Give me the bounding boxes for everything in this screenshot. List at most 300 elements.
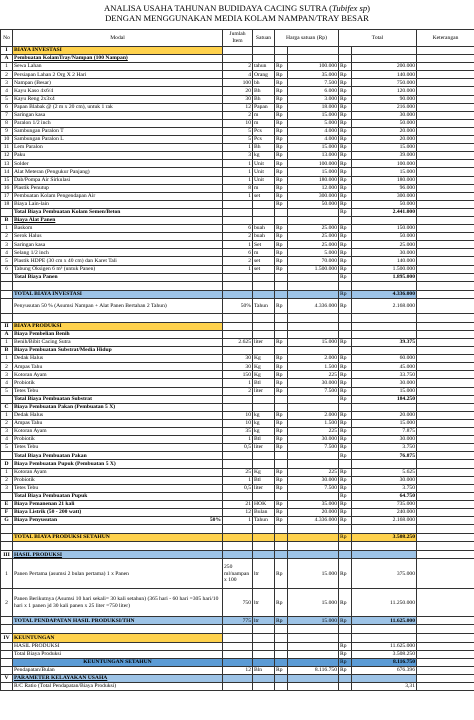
- cell-price: 35.000: [288, 500, 339, 508]
- cell-rp: Rp: [275, 168, 288, 176]
- table-row: [1, 683, 474, 691]
- cell-unit: liter: [253, 484, 275, 492]
- cell-no: IV: [1, 634, 13, 642]
- cell-price: [288, 47, 339, 55]
- cell-total: 180.000: [352, 176, 417, 184]
- cell-no: 1: [1, 225, 13, 233]
- cell-qty: 1: [223, 241, 253, 249]
- table-row: [1, 241, 474, 249]
- cell-no: 4: [1, 249, 13, 257]
- cell-name: Sambungan Paralon L: [13, 136, 223, 144]
- cell-unit: m: [253, 119, 275, 127]
- cell-name: Solder: [13, 160, 223, 168]
- cell-no: 4: [1, 379, 13, 387]
- header-total: Total: [339, 30, 417, 47]
- cell-price: 50.000: [288, 200, 339, 208]
- cell-rp2: [339, 322, 352, 330]
- cell-rp: [275, 634, 288, 642]
- cell-unit: [253, 674, 275, 682]
- cell-rp: Rp: [275, 95, 288, 103]
- cell-empty: [253, 625, 275, 634]
- cell-rp2: Rp: [339, 559, 352, 589]
- table-row: [1, 225, 474, 233]
- cell-rp: [275, 273, 288, 281]
- cell-no: 10: [1, 136, 13, 144]
- cell-price: 7.500: [288, 484, 339, 492]
- cell-price: 1.500: [288, 419, 339, 427]
- cell-price: [288, 460, 339, 468]
- cell-total: 25.000: [352, 241, 417, 249]
- cell-total: [352, 347, 417, 355]
- cell-qty: [223, 200, 253, 208]
- cell-rp2: Rp: [339, 257, 352, 265]
- cell-rp: Rp: [275, 484, 288, 492]
- cell-total: 8.116.750: [352, 658, 417, 666]
- cell-total: 3.508.250: [352, 650, 417, 658]
- table-row: [1, 168, 474, 176]
- cell-no: 11: [1, 144, 13, 152]
- table-row: [1, 559, 474, 589]
- cell-price: 4.336.000: [288, 517, 339, 525]
- cell-name: Biaya Pemanenan 21 kali: [13, 500, 223, 508]
- table-row: [1, 103, 474, 111]
- cell-no: [1, 395, 13, 403]
- cell-no: 7: [1, 111, 13, 119]
- cell-qty: 12: [223, 666, 253, 674]
- cell-price: [288, 322, 339, 330]
- cell-name: Tetes Tebu: [13, 387, 223, 395]
- cell-name: Selang 1/2 inch: [13, 249, 223, 257]
- cell-qty: 775: [223, 617, 253, 625]
- cell-name: TOTAL BIAYA PRODUKSI SETAHUN: [13, 534, 223, 542]
- cell-qty: 750: [223, 589, 253, 617]
- cell-unit: tahun: [253, 63, 275, 71]
- header-satuan: Satuan: [253, 30, 275, 47]
- cell-price: 7.500: [288, 387, 339, 395]
- cell-name: Kotoran Ayam: [13, 428, 223, 436]
- table-row: [1, 111, 474, 119]
- cell-rp: Rp: [275, 79, 288, 87]
- cell-keterangan: [417, 63, 474, 71]
- cell-unit: buah: [253, 233, 275, 241]
- cell-qty: [223, 347, 253, 355]
- cell-unit: bh: [253, 79, 275, 87]
- cell-rp2: Rp: [339, 468, 352, 476]
- cell-qty: 2: [223, 257, 253, 265]
- cell-rp2: Rp: [339, 298, 352, 313]
- cell-price: 180.000: [288, 176, 339, 184]
- cell-unit: Unit: [253, 176, 275, 184]
- cell-rp: Rp: [275, 371, 288, 379]
- cell-keterangan: [417, 500, 474, 508]
- table-row: [1, 634, 474, 642]
- cell-qty: 30: [223, 95, 253, 103]
- cell-price: 100.000: [288, 160, 339, 168]
- cell-total: 15.000: [352, 144, 417, 152]
- cell-price: 5.000: [288, 119, 339, 127]
- table-row: [1, 63, 474, 71]
- cell-qty: [223, 395, 253, 403]
- cell-name: Probiotik: [13, 436, 223, 444]
- table-row: [1, 290, 474, 298]
- cell-qty: 10: [223, 419, 253, 427]
- cell-total: [352, 330, 417, 338]
- cell-unit: [253, 395, 275, 403]
- cell-rp2: [339, 674, 352, 682]
- cell-no: 1: [1, 339, 13, 347]
- cell-empty: [223, 525, 253, 534]
- cell-keterangan: [417, 192, 474, 200]
- cell-rp: Rp: [275, 379, 288, 387]
- table-row: [1, 403, 474, 411]
- cell-no: V: [1, 674, 13, 682]
- cell-unit: Btl: [253, 436, 275, 444]
- cell-keterangan: [417, 79, 474, 87]
- cell-rp: Rp: [275, 71, 288, 79]
- cell-rp: Rp: [275, 444, 288, 452]
- cell-keterangan: [417, 87, 474, 95]
- cell-empty: [275, 625, 288, 634]
- cell-rp: Rp: [275, 136, 288, 144]
- cell-total: 64.750: [352, 492, 417, 500]
- cell-name: Kayu Reng 2x3x4: [13, 95, 223, 103]
- cell-name: Saringan kasa: [13, 111, 223, 119]
- cell-price: 300.000: [288, 192, 339, 200]
- cell-price: [288, 403, 339, 411]
- cell-rp: Rp: [275, 144, 288, 152]
- cell-keterangan: [417, 298, 474, 313]
- cell-unit: [253, 208, 275, 216]
- table-row: [1, 617, 474, 625]
- cell-total: 15.000: [352, 419, 417, 427]
- cell-unit: set: [253, 192, 275, 200]
- table-row: [1, 436, 474, 444]
- cell-rp2: Rp: [339, 136, 352, 144]
- cell-rp: Rp: [275, 127, 288, 135]
- cell-rp2: Rp: [339, 589, 352, 617]
- cell-rp2: Rp: [339, 176, 352, 184]
- cell-unit: set: [253, 257, 275, 265]
- cell-keterangan: [417, 559, 474, 589]
- cell-total: [352, 460, 417, 468]
- cell-keterangan: [417, 419, 474, 427]
- cell-total: 30.000: [352, 379, 417, 387]
- cell-empty: [339, 625, 352, 634]
- cell-rp2: Rp: [339, 395, 352, 403]
- cell-rp: Rp: [275, 298, 288, 313]
- cell-rp: Rp: [275, 411, 288, 419]
- cell-name: PARAMETER KELAYAKAN USAHA: [13, 674, 223, 682]
- cell-total: 184.250: [352, 395, 417, 403]
- cell-keterangan: [417, 411, 474, 419]
- cell-no: F: [1, 508, 13, 516]
- cell-keterangan: [417, 666, 474, 674]
- cell-name: Biaya Pembuatan Substrat/Media Hidup: [13, 347, 223, 355]
- cell-no: 3: [1, 428, 13, 436]
- cell-empty: [352, 281, 417, 290]
- cell-rp2: Rp: [339, 71, 352, 79]
- cell-unit: Kg: [253, 355, 275, 363]
- cell-name: Total Biaya Panen: [13, 273, 223, 281]
- cell-keterangan: [417, 683, 474, 691]
- cell-price: [288, 534, 339, 542]
- cell-no: 1: [1, 63, 13, 71]
- cell-rp2: Rp: [339, 666, 352, 674]
- cell-qty: 12: [223, 508, 253, 516]
- cell-price: [288, 208, 339, 216]
- cell-no: 5: [1, 95, 13, 103]
- cell-total: 50.000: [352, 200, 417, 208]
- table-row: [1, 119, 474, 127]
- cell-empty: [253, 525, 275, 534]
- cell-price: [288, 658, 339, 666]
- cell-keterangan: [417, 347, 474, 355]
- cell-qty: 150: [223, 371, 253, 379]
- cell-unit: [253, 460, 275, 468]
- cell-price: 2.000: [288, 411, 339, 419]
- cell-no: 2: [1, 589, 13, 617]
- cell-name: BIAYA INVESTASI: [13, 47, 223, 55]
- cell-price: 15.000: [288, 111, 339, 119]
- cell-name: Panen Pertama (asumsi 2 bulan pertama) 1 x Panen: [13, 559, 223, 589]
- cell-price: [288, 650, 339, 658]
- cell-qty: 1: [223, 517, 253, 525]
- cell-unit: kg: [253, 419, 275, 427]
- cell-qty: 1: [223, 160, 253, 168]
- cell-unit: m: [253, 111, 275, 119]
- cell-no: [1, 273, 13, 281]
- cell-rp2: Rp: [339, 144, 352, 152]
- cell-empty: [339, 313, 352, 322]
- cell-empty: [1, 625, 13, 634]
- cell-unit: [253, 658, 275, 666]
- cell-total: 39.000: [352, 152, 417, 160]
- cell-total: 30.000: [352, 476, 417, 484]
- cell-no: 2: [1, 71, 13, 79]
- cell-keterangan: [417, 144, 474, 152]
- table-row: [1, 508, 474, 516]
- cell-unit: [253, 403, 275, 411]
- cell-empty: [275, 525, 288, 534]
- cell-keterangan: [417, 273, 474, 281]
- table-row: [1, 500, 474, 508]
- cell-total: 50.000: [352, 119, 417, 127]
- cell-name: Biaya Alat Panen: [13, 216, 223, 224]
- cell-empty: [13, 542, 223, 551]
- cell-price: 1.500.000: [288, 265, 339, 273]
- cell-empty: [288, 525, 339, 534]
- cell-keterangan: [417, 103, 474, 111]
- cell-keterangan: [417, 95, 474, 103]
- cell-price: [288, 290, 339, 298]
- cell-name: HASIL PRODUKSI: [13, 551, 223, 559]
- cell-total: 60.000: [352, 355, 417, 363]
- cell-keterangan: [417, 428, 474, 436]
- cell-name: Total Biaya Pembuatan Kolam Semen/Beton: [13, 208, 223, 216]
- table-row: [1, 273, 474, 281]
- cell-name: Persiapan Lahan 2 Org X 2 Hari: [13, 71, 223, 79]
- cell-name: Biaya Lain-lain: [13, 200, 223, 208]
- cell-rp: Rp: [275, 241, 288, 249]
- cell-total: 30.000: [352, 436, 417, 444]
- cell-unit: Unit: [253, 168, 275, 176]
- table-row: [1, 265, 474, 273]
- cell-unit: Bulan: [253, 508, 275, 516]
- cell-qty: 1: [223, 168, 253, 176]
- cell-no: 18: [1, 200, 13, 208]
- cell-empty: [13, 625, 223, 634]
- cell-keterangan: [417, 617, 474, 625]
- cell-no: II: [1, 322, 13, 330]
- cell-rp: Rp: [275, 419, 288, 427]
- cell-unit: Bln: [253, 666, 275, 674]
- cell-keterangan: [417, 634, 474, 642]
- cell-name: Ampas Tahu: [13, 363, 223, 371]
- cell-rp2: Rp: [339, 79, 352, 87]
- cell-qty: [223, 273, 253, 281]
- cell-total: 2.441.000: [352, 208, 417, 216]
- cell-qty: [223, 658, 253, 666]
- cell-name: Panen Berikutnya (Asumsi 10 hari sekali= 30 kali setahun) (365 hari - 60 hari =305 hari/10 hari x 1 panen jd 30 kali panen x 25 liter =750 liter): [13, 589, 223, 617]
- cell-no: 1: [1, 468, 13, 476]
- cell-total: 140.000: [352, 71, 417, 79]
- cell-rp: [275, 460, 288, 468]
- cell-total: 3.750: [352, 444, 417, 452]
- cell-price: 30.000: [288, 436, 339, 444]
- cell-price: [288, 395, 339, 403]
- cell-no: 2: [1, 363, 13, 371]
- cell-unit: Bh: [253, 87, 275, 95]
- cell-keterangan: [417, 674, 474, 682]
- cell-no: [1, 452, 13, 460]
- table-row: [1, 589, 474, 617]
- cell-no: [1, 290, 13, 298]
- table-row: [1, 452, 474, 460]
- cell-qty: [223, 460, 253, 468]
- cell-qty: [223, 683, 253, 691]
- table-row: [1, 257, 474, 265]
- cell-rp: [275, 322, 288, 330]
- table-row: [1, 428, 474, 436]
- cell-keterangan: [417, 265, 474, 273]
- cell-empty: [13, 313, 223, 322]
- cell-unit: set: [253, 265, 275, 273]
- cell-rp2: Rp: [339, 184, 352, 192]
- cell-rp2: [339, 683, 352, 691]
- cell-no: 3: [1, 484, 13, 492]
- cell-unit: Pcs: [253, 127, 275, 135]
- cell-empty: [288, 625, 339, 634]
- cell-no: 1: [1, 411, 13, 419]
- cell-unit: buah: [253, 225, 275, 233]
- cell-empty: [417, 525, 474, 534]
- cell-unit: [253, 47, 275, 55]
- cell-name: Serok Halus: [13, 233, 223, 241]
- cell-rp2: Rp: [339, 103, 352, 111]
- cell-empty: [275, 542, 288, 551]
- cell-empty: [288, 542, 339, 551]
- cell-qty: 5: [223, 136, 253, 144]
- table-row: [1, 127, 474, 135]
- cell-no: 5: [1, 444, 13, 452]
- cell-keterangan: [417, 339, 474, 347]
- cell-keterangan: [417, 403, 474, 411]
- table-row: [1, 674, 474, 682]
- cell-name: Dab/Pompa Air Sirkulasi: [13, 176, 223, 184]
- cell-total: 11.250.000: [352, 589, 417, 617]
- table-row: [1, 87, 474, 95]
- cell-name: Paralon 1/2 inch: [13, 119, 223, 127]
- cell-qty: 12: [223, 103, 253, 111]
- cell-rp: [275, 642, 288, 650]
- cell-rp2: Rp: [339, 476, 352, 484]
- cell-keterangan: [417, 452, 474, 460]
- table-row: [1, 650, 474, 658]
- table-row: [1, 411, 474, 419]
- cell-name: Dedak Halus: [13, 355, 223, 363]
- table-row: [1, 144, 474, 152]
- cell-qty: 50%: [223, 298, 253, 313]
- cell-rp: Rp: [275, 192, 288, 200]
- cell-name: Tetes Tebu: [13, 444, 223, 452]
- cell-unit: Bh: [253, 95, 275, 103]
- cell-rp2: Rp: [339, 387, 352, 395]
- cell-keterangan: [417, 160, 474, 168]
- cell-no: 3: [1, 241, 13, 249]
- cell-no: G: [1, 517, 13, 525]
- cell-empty: [352, 542, 417, 551]
- cell-rp2: Rp: [339, 642, 352, 650]
- cell-qty: 8: [223, 184, 253, 192]
- cell-rp: [275, 395, 288, 403]
- cell-no: C: [1, 403, 13, 411]
- cell-keterangan: [417, 111, 474, 119]
- cell-name: Biaya Pembuatan Pakan (Pembuatan 5 X): [13, 403, 223, 411]
- cell-unit: kg: [253, 152, 275, 160]
- cell-price: 4.000: [288, 136, 339, 144]
- cell-total: 4.336.000: [352, 290, 417, 298]
- cell-name: Total Biaya Pembuatan Substrat: [13, 395, 223, 403]
- cell-no: 12: [1, 152, 13, 160]
- cell-name: Lem Paralon: [13, 144, 223, 152]
- cell-unit: [253, 634, 275, 642]
- table-row: [1, 136, 474, 144]
- cell-total: 240.000: [352, 508, 417, 516]
- cell-rp2: Rp: [339, 444, 352, 452]
- cell-keterangan: [417, 127, 474, 135]
- cell-price: 20.000: [288, 508, 339, 516]
- table-row: [1, 419, 474, 427]
- cell-qty: [223, 551, 253, 559]
- cell-name: Probiotik: [13, 379, 223, 387]
- cell-unit: [253, 683, 275, 691]
- cell-rp2: Rp: [339, 127, 352, 135]
- cell-qty: 6: [223, 225, 253, 233]
- cell-rp2: Rp: [339, 500, 352, 508]
- cell-unit: [253, 330, 275, 338]
- cell-empty: [352, 525, 417, 534]
- table-row: [1, 184, 474, 192]
- cell-total: 676.396: [352, 666, 417, 674]
- cell-empty: [1, 313, 13, 322]
- cell-rp2: Rp: [339, 363, 352, 371]
- cell-qty: [223, 330, 253, 338]
- cell-total: 3.508.250: [352, 534, 417, 542]
- cell-total: [352, 551, 417, 559]
- cell-keterangan: [417, 152, 474, 160]
- cell-keterangan: [417, 436, 474, 444]
- table-row: [1, 387, 474, 395]
